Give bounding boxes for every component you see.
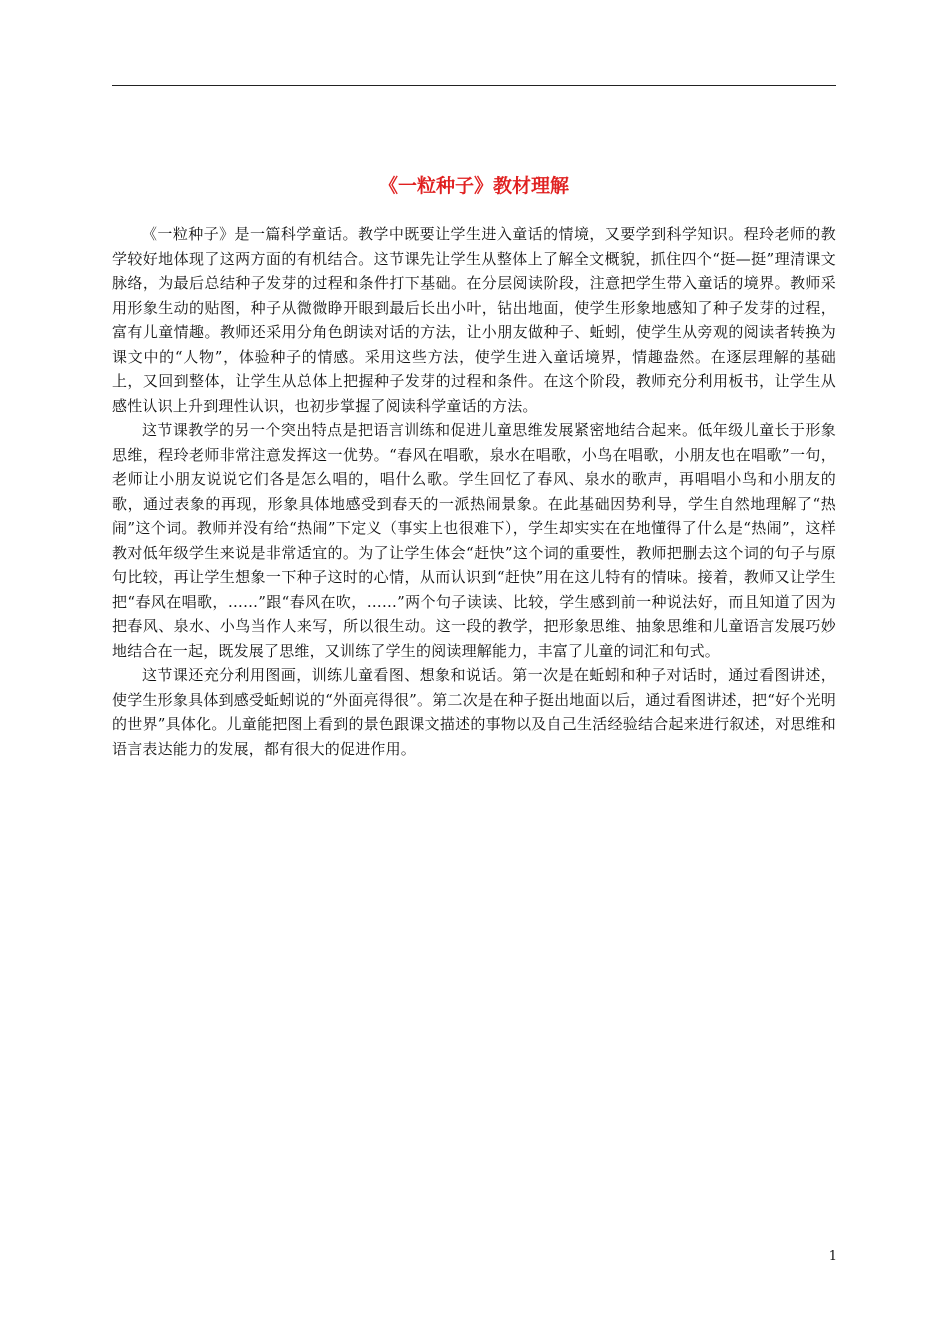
paragraph-3: 这节课还充分利用图画，训练儿童看图、想象和说话。第一次是在蚯蚓和种子对话时，通过看图讲述，使学生形象具体到感受蚯蚓说的“外面亮得很”。第二次是在种子挺出地面以后，通过看图讲述，把“好个光明的世界”具体化。儿童能把图上看到的景色跟课文描述的事物以及自己生活经验结合起来进行叙述，对思维和语言表达能力的发展，都有很大的促进作用。 (112, 666, 836, 758)
header-rule (112, 85, 836, 86)
paragraph-2: 这节课教学的另一个突出特点是把语言训练和促进儿童思维发展紧密地结合起来。低年级儿童长于形象思维，程玲老师非常注意发挥这一优势。“春风在唱歌，泉水在唱歌，小鸟在唱歌，小朋友也在唱歌”一句，老师让小朋友说说它们各是怎么唱的，唱什么歌。学生回忆了春风、泉水的歌声，再唱唱小鸟和小朋友的歌，通过表象的再现，形象具体地感受到春天的一派热闹景象。在此基础因势利导，学生自然地理解了“热闹”这个词。教师并没有给“热闹”下定义（事实上也很难下），学生却实实在在地懂得了什么是“热闹”，这样教对低年级学生来说是非常适宜的。为了让学生体会“赶快”这个词的重要性，教师把删去这个词的句子与原句比较，再让学生想象一下种子这时的心情，从而认识到“赶快”用在这儿特有的情味。接着，教师又让学生把“春风在唱歌，……”跟“春风在吹，……”两个句子读读、比较，学生感到前一种说法好，而且知道了因为把春风、泉水、小鸟当作人来写，所以很生动。这一段的教学，把形象思维、抽象思维和儿童语言发展巧妙地结合在一起，既发展了思维，又训练了学生的阅读理解能力，丰富了儿童的词汇和句式。 (112, 421, 836, 660)
document-title: 《一粒种子》教材理解 (378, 175, 569, 197)
paragraph-1: 《一粒种子》是一篇科学童话。教学中既要让学生进入童话的情境，又要学到科学知识。程玲老师的教学较好地体现了这两方面的有机结合。这节课先让学生从整体上了解全文概貌，抓住四个“挺—挺”理清课文脉络，为最后总结种子发芽的过程和条件打下基础。在分层阅读阶段，注意把学生带入童话的境界。教师采用形象生动的贴图，种子从微微睁开眼到最后长出小叶，钻出地面，使学生形象地感知了种子发芽的过程，富有儿童情趣。教师还采用分角色朗读对话的方法，让小朋友做种子、蚯蚓，使学生从旁观的阅读者转换为课文中的“人物”，体验种子的情感。采用这些方法，使学生进入童话境界，情趣盎然。在逐层理解的基础上，又回到整体，让学生从总体上把握种子发芽的过程和条件。在这个阶段，教师充分利用板书，让学生从感性认识上升到理性认识，也初步掌握了阅读科学童话的方法。 (112, 225, 836, 415)
page-number: 1 (828, 1249, 837, 1264)
document-body (112, 222, 836, 761)
